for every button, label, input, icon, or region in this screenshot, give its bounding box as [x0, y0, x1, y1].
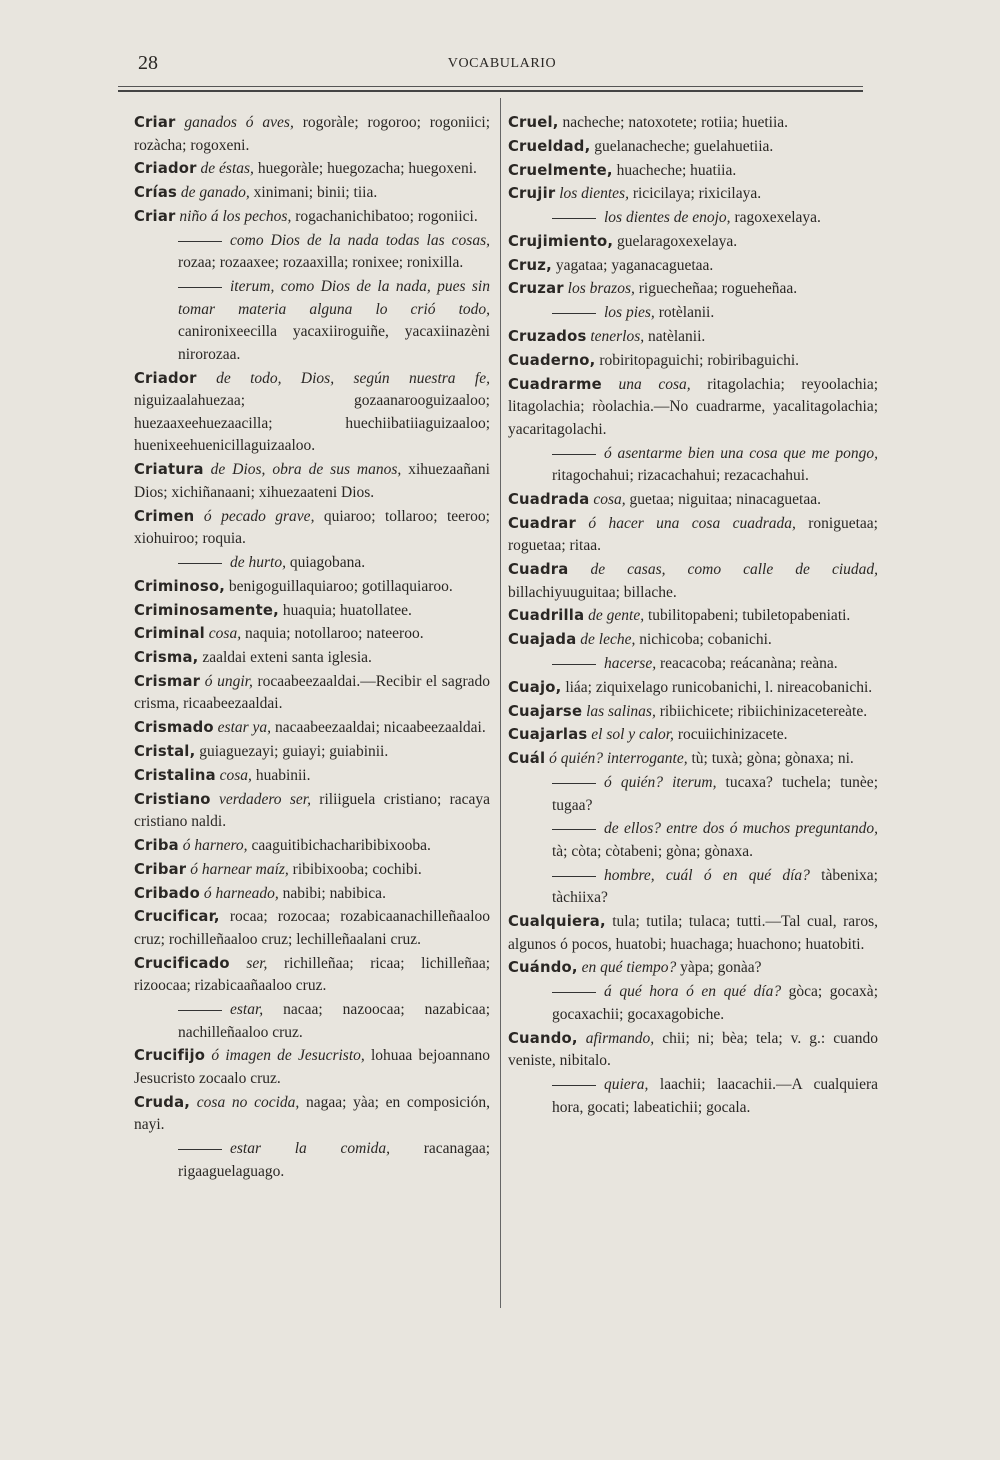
translation-text: nacheche; natoxotete; rotiia; huetiia.: [562, 114, 789, 131]
dictionary-entry: [134, 1045, 490, 1090]
dictionary-entry: [508, 513, 878, 558]
headword: Cuadrilla: [508, 607, 585, 625]
dictionary-entry: [134, 459, 490, 504]
definition-italic: una cosa,: [618, 375, 691, 393]
headword: Criba: [134, 836, 179, 854]
translation-text: naquia; notollaroo; nateeroo.: [241, 625, 424, 643]
dictionary-entry: [134, 789, 490, 834]
definition-italic: como Dios de la nada todas las cosas,: [230, 231, 490, 249]
dictionary-entry: [134, 953, 490, 998]
repeat-dash: [552, 664, 596, 665]
translation-text: racanagaa; rigaaguelaguago.: [178, 1140, 491, 1180]
headword: Crismado: [134, 719, 214, 737]
definition-italic: los pies,: [604, 304, 655, 322]
sub-entry: [134, 230, 490, 275]
headword: Cristal,: [134, 743, 196, 761]
dictionary-entry: [134, 765, 490, 788]
translation-text: canironixeecilla yacaxiiroguiñe, yacaxiinazèni nirorozaa.: [178, 323, 490, 363]
headword: Criador: [134, 160, 197, 178]
headword: Criatura: [134, 461, 204, 479]
headword: Cristiano: [134, 790, 211, 808]
headword: Cribado: [134, 884, 200, 902]
headword: Cribar: [134, 860, 187, 878]
headword: Cruzar: [508, 280, 564, 298]
dictionary-entry: [134, 368, 490, 458]
repeat-dash: [178, 287, 222, 288]
definition-italic: de hurto,: [230, 553, 286, 571]
definition-italic: de Dios, obra de sus manos,: [210, 461, 402, 479]
definition-italic: ó quién? interrogante,: [549, 750, 688, 768]
definition-italic: de ganado,: [180, 184, 250, 202]
definition-italic: de gente,: [588, 607, 645, 625]
dictionary-entry: [134, 623, 490, 646]
definition-italic: cosa no cocida,: [196, 1093, 300, 1111]
dictionary-entry: [508, 489, 878, 512]
translation-text: tàbenixa; tàchiixa?: [552, 866, 878, 907]
definition-italic: estar ya,: [217, 719, 272, 737]
repeat-dash: [552, 1085, 596, 1086]
translation-text: nagaa; yàa; en composición, nayi.: [134, 1093, 490, 1134]
dictionary-entry: [134, 741, 490, 764]
definition-italic: ó imagen de Jesucristo,: [211, 1047, 365, 1065]
definition-italic: á qué hora ó en qué día?: [604, 983, 782, 1001]
dictionary-entry: [508, 255, 878, 278]
definition-italic: afirmando,: [585, 1029, 655, 1047]
dictionary-entry: [134, 576, 490, 599]
sub-entry: [508, 818, 878, 863]
translation-text: tucaxa? tuchela; tunèe; tugaa?: [552, 773, 878, 814]
dictionary-entry: [508, 559, 878, 604]
dictionary-entry: [508, 629, 878, 652]
translation-text: huacheche; huatiia.: [616, 161, 737, 179]
definition-italic: niño á los pechos,: [179, 207, 292, 225]
headword: Cuajarse: [508, 702, 583, 720]
dictionary-entry: [134, 158, 490, 181]
definition-italic: cosa,: [208, 625, 242, 643]
definition-italic: estar,: [230, 1001, 264, 1019]
sub-entry: [508, 772, 878, 817]
translation-text: benigoguillaquiaroo; gotillaquiaroo.: [228, 577, 453, 595]
sub-entry: [508, 653, 878, 676]
definition-italic: ó pecado grave,: [203, 507, 315, 525]
translation-text: billachiyuuguitaa; billache.: [508, 583, 677, 601]
translation-text: yàpa; gonàa?: [676, 959, 762, 977]
repeat-dash: [552, 454, 596, 455]
dictionary-entry: [508, 136, 878, 159]
translation-text: ribibixooba; cochibi.: [288, 860, 422, 878]
headword: Cuando,: [508, 1029, 578, 1047]
repeat-dash: [552, 783, 596, 784]
dictionary-entry: [134, 506, 490, 551]
translation-text: huabinii.: [251, 766, 311, 784]
definition-italic: cosa,: [219, 766, 252, 784]
translation-text: tubilitopabeni; tubiletopabeniati.: [644, 607, 851, 625]
headword: Crucifijo: [134, 1047, 206, 1065]
headword: Crujir: [508, 185, 556, 203]
translation-text: gòca; gocaxà; gocaxachii; gocaxagobiche.: [552, 983, 878, 1023]
sub-entry: [508, 865, 878, 910]
sub-entry: [134, 552, 490, 575]
headword: Crucificar,: [134, 908, 220, 926]
translation-text: ricicilaya; rixicilaya.: [628, 185, 762, 203]
headword: Cuajada: [508, 631, 577, 649]
translation-text: roniguetaa; roguetaa; ritaa.: [508, 514, 878, 555]
translation-text: rogachanichibatoo; rogoniici.: [291, 207, 478, 225]
definition-italic: ó asentarme bien una cosa que me pongo,: [604, 444, 878, 462]
dictionary-entry: [134, 717, 490, 740]
definition-italic: tenerlos,: [590, 328, 645, 346]
dictionary-entry: [134, 835, 490, 858]
definition-italic: ó hacer una cosa cuadrada,: [588, 514, 796, 532]
dictionary-entry: [508, 957, 878, 980]
definition-italic: de todo, Dios, según nuestra fe,: [216, 369, 490, 387]
headword: Criminoso,: [134, 577, 226, 595]
repeat-dash: [552, 218, 596, 219]
translation-text: quiagobana.: [285, 553, 366, 571]
repeat-dash: [178, 1010, 222, 1011]
sub-entry: [508, 1074, 878, 1119]
sub-entry: [134, 1138, 490, 1183]
dictionary-entry: [134, 647, 490, 670]
definition-italic: quiera,: [604, 1075, 649, 1093]
headword: Cualquiera,: [508, 913, 606, 931]
translation-text: ribiichicete; ribiichinizacetereàte.: [655, 702, 868, 720]
repeat-dash: [178, 1149, 222, 1150]
translation-text: huaquia; huatollatee.: [282, 601, 412, 619]
definition-italic: estar la comida,: [230, 1140, 391, 1158]
translation-text: rocaa; rozocaa; rozabicaanachilleñaaloo cruz; rochilleñaaloo cruz; lechilleñaalani cruz.: [134, 908, 491, 948]
translation-text: xihuezaañani Dios; xichiñanaani; xihuezaateni Dios.: [134, 461, 490, 501]
translation-text: laachii; laacachii.—A cualquiera hora, gocati; labeatichii; gocala.: [552, 1075, 878, 1116]
headword: Cruel,: [508, 114, 559, 131]
translation-text: robiritopaguichi; robiribaguichi.: [599, 351, 800, 369]
repeat-dash: [178, 563, 222, 564]
definition-italic: los dientes de enojo,: [604, 209, 731, 227]
translation-text: caaguitibichacharibibixooba.: [247, 836, 431, 854]
dictionary-entry: [134, 859, 490, 882]
dictionary-entry: [134, 1092, 490, 1137]
headword: Criar: [134, 114, 176, 131]
translation-text: tula; tutila; tulaca; tutti.—Tal cual, raros, algunos ó pocos, huatobi; huachaga; huachono; huatobiti.: [508, 913, 878, 953]
dictionary-entry: [134, 600, 490, 623]
translation-text: guetaa; niguitaa; ninacaguetaa.: [625, 490, 821, 508]
sub-entry: [508, 207, 878, 230]
definition-italic: ó quién? iterum,: [604, 773, 717, 791]
dictionary-entry: [134, 182, 490, 205]
headword: Crismar: [134, 672, 201, 690]
dictionary-entry: [508, 231, 878, 254]
repeat-dash: [552, 829, 596, 830]
dictionary-entry: [508, 911, 878, 956]
definition-italic: los dientes,: [559, 185, 629, 203]
dictionary-entry: [508, 183, 878, 206]
dictionary-entry: [508, 605, 878, 628]
headword: Cuadra: [508, 561, 569, 579]
translation-text: ritagolachia; reyoolachia; litagolachia; ròolachia.—No cuadrarme, yacalitagolachia; yacaritagolachi.: [508, 375, 879, 438]
definition-italic: ganados ó aves,: [184, 114, 294, 131]
dictionary-entry: [508, 677, 878, 700]
headword: Cruelmente,: [508, 161, 613, 179]
headword: Cuándo,: [508, 959, 578, 977]
translation-text: richilleñaa; ricaa; lichilleñaa; rizoocaa; rizabicaañaaloo cruz.: [134, 954, 491, 995]
dictionary-entry: [508, 1028, 878, 1073]
translation-text: reacacoba; reácanàna; reàna.: [656, 655, 838, 673]
definition-italic: de ellos? entre dos ó muchos preguntando,: [604, 820, 878, 838]
page-number: 28: [138, 52, 158, 74]
translation-text: chii; ni; bèa; tela; v. g.: cuando veniste, nibitalo.: [508, 1029, 878, 1070]
translation-text: rocuiichinizacete.: [673, 726, 788, 744]
translation-text: natèlanii.: [644, 328, 706, 346]
definition-italic: en qué tiempo?: [581, 959, 677, 977]
headword: Cristalina: [134, 766, 216, 784]
translation-text: xinimani; binii; tiia.: [249, 184, 378, 202]
definition-italic: ó harnero,: [182, 836, 248, 854]
headword: Cuál: [508, 750, 546, 768]
repeat-dash: [552, 992, 596, 993]
right-column: [508, 112, 878, 1120]
headword: Crías: [134, 184, 178, 202]
definition-italic: ser,: [246, 954, 268, 972]
definition-italic: ó harneado,: [203, 884, 279, 902]
translation-text: yagataa; yaganacaguetaa.: [555, 256, 714, 274]
translation-text: huegoràle; huegozacha; huegoxeni.: [253, 160, 477, 178]
headword: Cruz,: [508, 256, 552, 274]
sub-entry: [508, 443, 878, 488]
header-rule-thick: [118, 90, 863, 92]
headword: Criar: [134, 207, 176, 225]
dictionary-entry: [508, 112, 878, 135]
translation-text: ragoxexelaya.: [730, 209, 821, 227]
definition-italic: ó ungir,: [204, 672, 253, 690]
repeat-dash: [178, 241, 222, 242]
headword: Crisma,: [134, 649, 199, 667]
definition-italic: las salinas,: [586, 702, 656, 720]
dictionary-entry: [134, 112, 490, 157]
translation-text: guiaguezayi; guiayi; guiabinii.: [199, 743, 389, 761]
repeat-dash: [552, 313, 596, 314]
headword: Criador: [134, 369, 197, 387]
dictionary-entry: [508, 350, 878, 373]
translation-text: tà; còta; còtabeni; gòna; gònaxa.: [552, 842, 753, 860]
headword: Cruda,: [134, 1093, 191, 1111]
definition-italic: hombre, cuál ó en qué día?: [604, 866, 810, 884]
headword: Cuaderno,: [508, 351, 596, 369]
translation-text: nacaabeezaaldai; nicaabeezaaldai.: [271, 719, 486, 737]
definition-italic: verdadero ser,: [219, 790, 311, 808]
translation-text: tù; tuxà; gòna; gònaxa; ni.: [687, 750, 854, 768]
sub-entry: [508, 981, 878, 1026]
translation-text: niguizaalahuezaa; gozaanarooguizaaloo; huezaaxeehuezaacilla; huechiibatiiaguizaaloo; huenixeehuenicillaguizaaloo.: [134, 392, 490, 455]
left-column: [134, 112, 490, 1185]
translation-text: rozaa; rozaaxee; rozaaxilla; ronixee; ronixilla.: [178, 254, 464, 272]
translation-text: liáa; ziquixelago runicobanichi, l. nireacobanichi.: [565, 678, 873, 696]
dictionary-entry: [134, 671, 490, 716]
translation-text: guelaragoxexelaya.: [617, 232, 738, 250]
headword: Criminal: [134, 625, 205, 643]
headword: Cruzados: [508, 328, 587, 346]
translation-text: nabibi; nabibica.: [278, 884, 386, 902]
running-head: [132, 52, 872, 78]
headword: Crimen: [134, 507, 195, 525]
translation-text: lohuaa bejoannano Jesucristo zocaalo cruz.: [134, 1047, 490, 1088]
definition-italic: ó harnear maíz,: [190, 860, 289, 878]
column-divider: [500, 98, 501, 1308]
header-rule: [118, 86, 863, 87]
translation-text: riliiguela cristiano; racaya cristiano naldi.: [134, 790, 491, 831]
headword: Crueldad,: [508, 137, 591, 155]
definition-italic: los brazos,: [567, 280, 635, 298]
dictionary-entry: [508, 748, 878, 771]
header-title: VOCABULARIO: [447, 56, 557, 71]
dictionary-entry: [508, 160, 878, 183]
dictionary-entry: [508, 278, 878, 301]
sub-entry: [508, 302, 878, 325]
sub-entry: [134, 999, 490, 1044]
definition-italic: de leche,: [580, 631, 636, 649]
translation-text: riguecheñaa; rogueheñaa.: [634, 280, 798, 298]
dictionary-entry: [134, 883, 490, 906]
dictionary-entry: [508, 724, 878, 747]
headword: Criminosamente,: [134, 601, 279, 619]
definition-italic: iterum, como Dios de la nada, pues sin tomar materia alguna lo crió todo,: [178, 278, 490, 318]
translation-text: zaaldai exteni santa iglesia.: [202, 649, 372, 667]
dictionary-entry: [508, 701, 878, 724]
translation-text: guelanacheche; guelahuetiia.: [594, 137, 774, 155]
sub-entry: [134, 276, 490, 366]
definition-italic: cosa,: [593, 490, 626, 508]
headword: Crucificado: [134, 954, 230, 972]
headword: Cuadrarme: [508, 375, 602, 393]
definition-italic: de casas, como calle de ciudad,: [590, 561, 879, 579]
translation-text: rocaabeezaaldai.—Recibir el sagrado crisma, ricaabeezaaldai.: [134, 672, 491, 713]
translation-text: ritagochahui; rizacachahui; rezacachahui.: [552, 467, 809, 485]
translation-text: nichicoba; cobanichi.: [635, 631, 772, 649]
repeat-dash: [552, 876, 596, 877]
headword: Cuadrada: [508, 490, 590, 508]
definition-italic: hacerse,: [604, 655, 657, 673]
translation-text: quiaroo; tollaroo; teeroo; xiohuiroo; roquia.: [134, 507, 490, 548]
translation-text: rotèlanii.: [654, 304, 715, 322]
translation-text: nacaa; nazoocaa; nazabicaa; nachilleñaaloo cruz.: [178, 1001, 490, 1041]
headword: Cuadrar: [508, 514, 576, 532]
dictionary-entry: [134, 206, 490, 229]
headword: Cuajarlas: [508, 726, 588, 744]
headword: Crujimiento,: [508, 232, 614, 250]
definition-italic: el sol y calor,: [591, 726, 674, 744]
headword: Cuajo,: [508, 678, 562, 696]
dictionary-entry: [508, 374, 878, 442]
translation-text: rogoràle; rogoroo; rogoniici; rozàcha; rogoxeni.: [134, 114, 491, 154]
dictionary-entry: [134, 906, 490, 951]
definition-italic: de éstas,: [200, 160, 254, 178]
dictionary-entry: [508, 326, 878, 349]
